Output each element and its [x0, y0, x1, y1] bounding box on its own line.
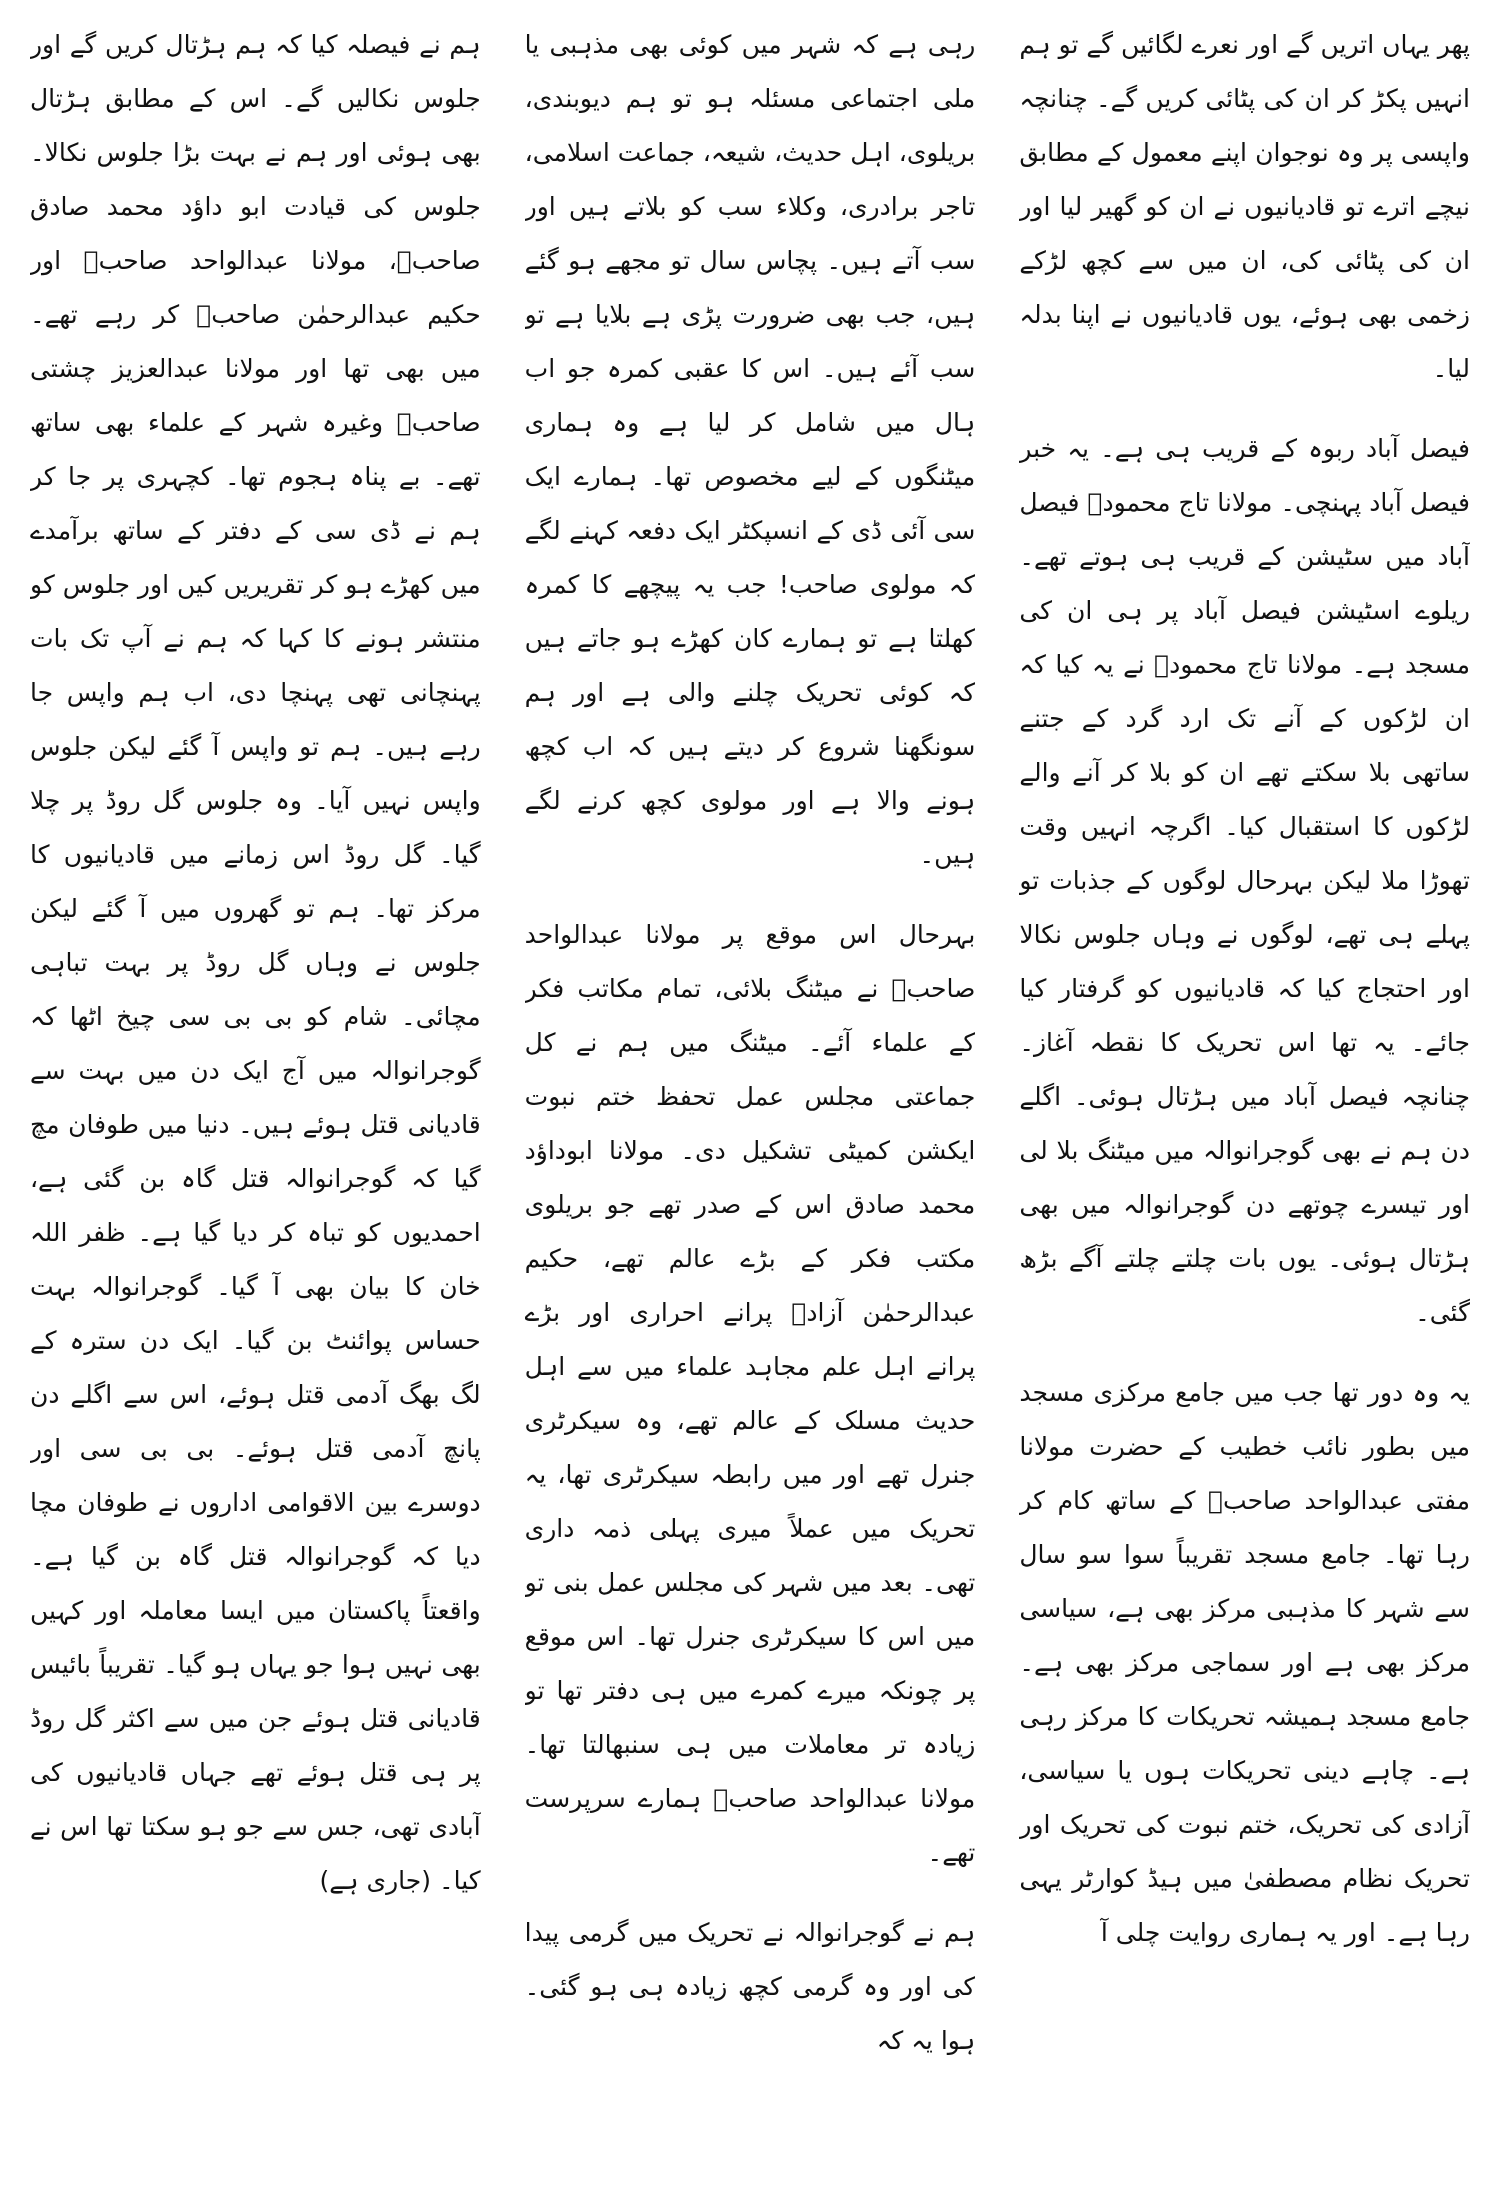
- column-middle: [525, 18, 976, 2183]
- column-paragraph: یہ وہ دور تھا جب میں جامع مرکزی مسجد میں بطور نائب خطیب کے حضرت مولانا مفتی عبدالواحد صاحبؒ کے ساتھ کام کر رہا تھا۔ جامع مسجد تقریباً سوا سو سال سے شہر کا مذہبی مرکز بھی ہے، سیاسی مرکز بھی ہے اور سماجی مرکز بھی ہے۔ جامع مسجد ہمیشہ تحریکات کا مرکز رہی ہے۔ چاہے دینی تحریکات ہوں یا سیاسی، آزادی کی تحریک، ختم نبوت کی تحریک اور تحریک نظام مصطفیٰ میں ہیڈ کوارٹر یہی رہا ہے۔ اور یہ ہماری روایت چلی آ: [1019, 1378, 1470, 1947]
- column-paragraph: ہم نے فیصلہ کیا کہ ہم ہڑتال کریں گے اور جلوس نکالیں گے۔ اس کے مطابق ہڑتال بھی ہوئی اور ہم نے بہت بڑا جلوس نکالا۔ جلوس کی قیادت ابو داؤد محمد صادق صاحبؒ، مولانا عبدالواحد صاحبؒ اور حکیم عبدالرحمٰن صاحبؒ کر رہے تھے۔ میں بھی تھا اور مولانا عبدالعزیز چشتی صاحبؒ وغیرہ شہر کے علماء بھی ساتھ تھے۔ بے پناہ ہجوم تھا۔ کچہری پر جا کر ہم نے ڈی سی کے دفتر کے ساتھ برآمدے میں کھڑے ہو کر تقریریں کیں اور جلوس کو منتشر ہونے کا کہا کہ ہم نے آپ تک بات پہنچانی تھی پہنچا دی، اب ہم واپس جا رہے ہیں۔ ہم تو واپس آ گئے لیکن جلوس واپس نہیں آیا۔ وہ جلوس گل روڈ پر چلا گیا۔ گل روڈ اس زمانے میں قادیانیوں کا مرکز تھا۔ ہم تو گھروں میں آ گئے لیکن جلوس نے وہاں گل روڈ پر بہت تباہی مچائی۔ شام کو بی بی سی چیخ اٹھا کہ گوجرانوالہ میں آج ایک دن میں بہت سے قادیانی قتل ہوئے ہیں۔ دنیا میں طوفان مچ گیا کہ گوجرانوالہ قتل گاہ بن گئی ہے، احمدیوں کو تباہ کر دیا گیا ہے۔ ظفر اللہ خان کا بیان بھی آ گیا۔ گوجرانوالہ بہت حساس پوائنٹ بن گیا۔ ایک دن سترہ کے لگ بھگ آدمی قتل ہوئے، اس سے اگلے دن پانچ آدمی قتل ہوئے۔ بی بی سی اور دوسرے بین الاقوامی اداروں نے طوفان مچا دیا کہ گوجرانوالہ قتل گاہ بن گیا ہے۔ واقعتاً پاکستان میں ایسا معاملہ اور کہیں بھی نہیں ہوا جو یہاں ہو گیا۔ تقریباً بائیس قادیانی قتل ہوئے جن میں سے اکثر گل روڈ پر ہی قتل ہوئے تھے جہاں قادیانیوں کی آبادی تھی، جس سے جو ہو سکتا تھا اس نے کیا۔ (جاری ہے): [29, 30, 481, 1895]
- column-left: [30, 18, 481, 2183]
- column-paragraph: بہرحال اس موقع پر مولانا عبدالواحد صاحبؒ نے میٹنگ بلائی، تمام مکاتب فکر کے علماء آئے۔ میٹنگ میں ہم نے کل جماعتی مجلس عمل تحفظ ختم نبوت ایکشن کمیٹی تشکیل دی۔ مولانا ابوداؤد محمد صادق اس کے صدر تھے جو بریلوی مکتب فکر کے بڑے عالم تھے، حکیم عبدالرحمٰن آزادؒ پرانے احراری اور بڑے پرانے اہل علم مجاہد علماء میں سے اہل حدیث مسلک کے عالم تھے، وہ سیکرٹری جنرل تھے اور میں رابطہ سیکرٹری تھا، یہ تحریک میں عملاً میری پہلی ذمہ داری تھی۔ بعد میں شہر کی مجلس عمل بنی تو میں اس کا سیکرٹری جنرل تھا۔ اس موقع پر چونکہ میرے کمرے میں ہی دفتر تھا تو زیادہ تر معاملات میں ہی سنبھالتا تھا۔ مولانا عبدالواحد صاحبؒ ہمارے سرپرست تھے۔: [524, 920, 976, 1867]
- column-paragraph: ہم نے گوجرانوالہ نے تحریک میں گرمی پیدا کی اور وہ گرمی کچھ زیادہ ہی ہو گئی۔ ہوا یہ کہ: [524, 1918, 976, 2055]
- column-paragraph: فیصل آباد ربوہ کے قریب ہی ہے۔ یہ خبر فیصل آباد پہنچی۔ مولانا تاج محمودؒ فیصل آباد میں سٹیشن کے قریب ہی ہوتے تھے۔ ریلوے اسٹیشن فیصل آباد پر ہی ان کی مسجد ہے۔ مولانا تاج محمودؒ نے یہ کیا کہ ان لڑکوں کے آنے تک ارد گرد کے جتنے ساتھی بلا سکتے تھے ان کو بلا کر آنے والے لڑکوں کا استقبال کیا۔ اگرچہ انہیں وقت تھوڑا ملا لیکن بہرحال لوگوں کے جذبات تو پہلے ہی تھے، لوگوں نے وہاں جلوس نکالا اور احتجاج کیا کہ قادیانیوں کو گرفتار کیا جائے۔ یہ تھا اس تحریک کا نقطہ آغاز۔ چنانچہ فیصل آباد میں ہڑتال ہوئی۔ اگلے دن ہم نے بھی گوجرانوالہ میں میٹنگ بلا لی اور تیسرے چوتھے دن گوجرانوالہ میں بھی ہڑتال ہوئی۔ یوں بات چلتے چلتے آگے بڑھ گئی۔: [1019, 434, 1470, 1327]
- column-paragraph: رہی ہے کہ شہر میں کوئی بھی مذہبی یا ملی اجتماعی مسئلہ ہو تو ہم دیوبندی، بریلوی، اہل حدیث، شیعہ، جماعت اسلامی، تاجر برادری، وکلاء سب کو بلاتے ہیں اور سب آتے ہیں۔ پچاس سال تو مجھے ہو گئے ہیں، جب بھی ضرورت پڑی ہے بلایا ہے تو سب آئے ہیں۔ اس کا عقبی کمرہ جو اب ہال میں شامل کر لیا ہے وہ ہماری میٹنگوں کے لیے مخصوص تھا۔ ہمارے ایک سی آئی ڈی کے انسپکٹر ایک دفعہ کہنے لگے کہ مولوی صاحب! جب یہ پیچھے کا کمرہ کھلتا ہے تو ہمارے کان کھڑے ہو جاتے ہیں کہ کوئی تحریک چلنے والی ہے اور ہم سونگھنا شروع کر دیتے ہیں کہ اب کچھ ہونے والا ہے اور مولوی کچھ کرنے لگے ہیں۔: [524, 30, 976, 869]
- newspaper-page: [30, 18, 1470, 2183]
- column-paragraph: پھر یہاں اتریں گے اور نعرے لگائیں گے تو ہم انہیں پکڑ کر ان کی پٹائی کریں گے۔ چنانچہ واپسی پر وہ نوجوان اپنے معمول کے مطابق نیچے اترے تو قادیانیوں نے ان کو گھیر لیا اور ان کی پٹائی کی، ان میں سے کچھ لڑکے زخمی بھی ہوئے، یوں قادیانیوں نے اپنا بدلہ لیا۔: [1019, 30, 1470, 383]
- column-right: [1019, 18, 1470, 2183]
